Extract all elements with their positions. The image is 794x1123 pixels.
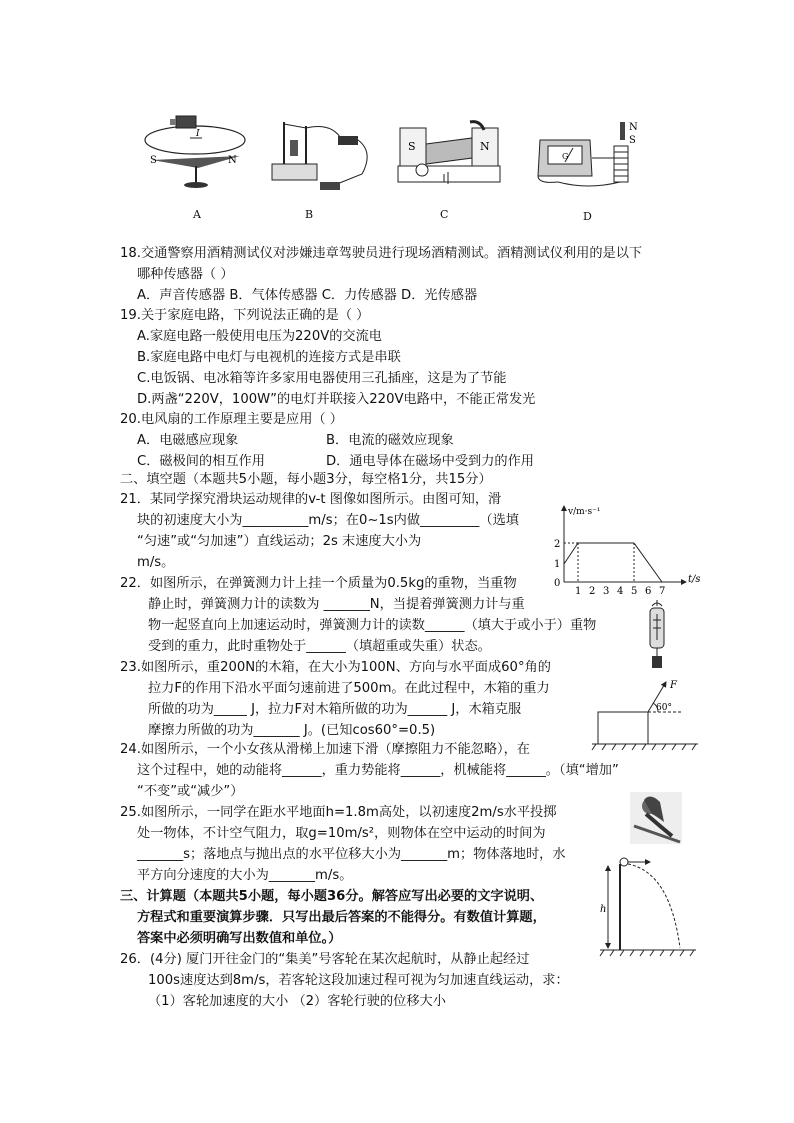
q20-stem: 20.电风扇的工作原理主要是应用（ ） — [120, 412, 343, 427]
q20-d: D．通电导体在磁场中受到力的作用 — [326, 454, 534, 469]
xtick-1: 1 — [575, 586, 582, 597]
q19-b: B.家庭电路中电灯与电视机的连接方式是串联 — [137, 350, 401, 365]
q18-options: A．声音传感器 B．气体传感器 C．力传感器 D．光传感器 — [137, 288, 478, 303]
graph-xlabel: t/s — [688, 574, 701, 585]
figure-a — [140, 108, 250, 218]
q24-line3: “不变”或“减少”） — [137, 784, 244, 799]
xtick-6: 6 — [645, 586, 652, 597]
figd-g: G — [562, 152, 569, 161]
q19-a: A.家庭电路一般使用电压为220V的交流电 — [137, 329, 382, 344]
q20-b: B．电流的磁效应现象 — [326, 433, 454, 448]
ytick-1: 1 — [554, 559, 561, 570]
q25-line3: _______s；落地点与抛出点的水平位移大小为_______m；物体落地时，水 — [137, 847, 566, 862]
q23-line2: 拉力F的作用下沿水平面匀速前进了500m。在此过程中，木箱的重力 — [148, 681, 550, 696]
q20-a: A．电磁感应现象 — [137, 433, 239, 448]
ytick-0: 0 — [554, 578, 561, 589]
xtick-5: 5 — [631, 586, 638, 597]
q21-line4: m/s。 — [137, 555, 175, 570]
figc-s: S — [408, 140, 416, 153]
figd-s: S — [629, 135, 636, 146]
figd-n: N — [629, 122, 638, 133]
figure-b — [262, 112, 377, 202]
q21-line2: 块的初速度大小为__________m/s；在0~1s内做_________（选填 — [137, 513, 519, 528]
q22-line4: 受到的重力，此时重物处于______（填超重或失重）状态。 — [148, 639, 491, 654]
xtick-3: 3 — [603, 586, 610, 597]
xtick-4: 4 — [617, 586, 624, 597]
figc-n: N — [480, 140, 490, 153]
figa-i: I — [196, 129, 200, 139]
q19-d: D.两盏“220V，100W”的电灯并联接入220V电路中，不能正常发光 — [137, 392, 536, 407]
force-label: F — [670, 680, 677, 691]
ytick-2: 2 — [554, 539, 561, 550]
q25-line2: 处一物体，不计空气阻力，取g=10m/s²，则物体在空中运动的时间为 — [137, 826, 546, 841]
box-force-figure — [590, 676, 700, 752]
vt-graph — [548, 500, 708, 598]
spring-scale-figure — [644, 600, 670, 672]
figure-c — [392, 118, 507, 198]
q22-line2: 静止时，弹簧测力计的读数为 _______N，当提着弹簧测力计与重 — [148, 597, 525, 612]
q21-line3: “匀速”或“匀加速”）直线运动；2s 末速度大小为 — [137, 534, 422, 549]
xtick-2: 2 — [589, 586, 596, 597]
q23-line4: 摩擦力所做的功为_______ J。(已知cos60°=0.5) — [148, 723, 436, 738]
label-d: D — [583, 210, 592, 223]
label-a: A — [193, 208, 201, 221]
label-c: C — [440, 208, 449, 221]
section3-line3: 答案中必须明确写出数值和单位。） — [137, 931, 342, 946]
q25-line1: 25.如图所示，一同学在距水平地面h=1.8m高处，以初速度2m/s水平投掷 — [120, 805, 557, 820]
graph-ylabel: v/m·s⁻¹ — [568, 507, 601, 517]
q24-line2: 这个过程中，她的动能将______，重力势能将______，机械能将______。（填“增加” — [137, 763, 619, 778]
slide-girl-figure — [630, 792, 682, 844]
q18-line2: 哪种传感器（ ） — [137, 267, 234, 282]
q22-line3: 物一起竖直向上加速运动时，弹簧测力计的读数______（填大于或小于）重物 — [148, 618, 597, 633]
q26-line3: （1）客轮加速度的大小 （2）客轮行驶的位移大小 — [148, 994, 446, 1009]
projectile-figure — [598, 852, 698, 958]
figure-d — [528, 118, 643, 198]
section3-line1: 三、计算题（本题共5小题，每小题36分。解答应写出必要的文字说明、 — [120, 889, 544, 904]
q26-line1: 26．(4分) 厦门开往金门的“集美”号客轮在某次起航时，从静止起经过 — [120, 952, 530, 967]
q21-line1: 21．某同学探究滑块运动规律的v-t 图像如图所示。由图可知，滑 — [120, 492, 502, 507]
q18-line1: 18.交通警察用酒精测试仪对涉嫌违章驾驶员进行现场酒精测试。酒精测试仪利用的是以下 — [120, 246, 643, 261]
q19-c: C.电饭锅、电冰箱等许多家用电器使用三孔插座，这是为了节能 — [137, 371, 507, 386]
label-b: B — [305, 208, 314, 221]
q24-line1: 24.如图所示，一个小女孩从滑梯上加速下滑（摩擦阻力不能忽略），在 — [120, 742, 530, 757]
q26-line2: 100s速度达到8m/s，若客轮这段加速过程可视为匀加速直线运动，求： — [148, 973, 569, 988]
angle-label: 60° — [656, 703, 672, 713]
q19-stem: 19.关于家庭电路，下列说法正确的是（ ） — [120, 308, 370, 323]
section2-heading: 二、填空题（本题共5小题，每小题3分，每空格1分，共15分） — [120, 472, 492, 487]
q23-line3: 所做的功为_____ J，拉力F对木箱所做的功为______ J，木箱克服 — [148, 702, 522, 717]
figa-n: N — [228, 155, 237, 166]
q22-line1: 22．如图所示，在弹簧测力计上挂一个质量为0.5kg的重物，当重物 — [120, 576, 517, 591]
xtick-7: 7 — [659, 586, 666, 597]
q23-line1: 23.如图所示，重200N的木箱，在大小为100N、方向与水平面成60°角的 — [120, 660, 551, 675]
q25-line4: 平方向分速度的大小为_______m/s。 — [137, 868, 353, 883]
figa-s: S — [150, 155, 157, 166]
q20-c: C．磁极间的相互作用 — [137, 454, 265, 469]
section3-line2: 方程式和重要演算步骤．只写出最后答案的不能得分。有数值计算题， — [137, 910, 546, 925]
height-label: h — [600, 904, 607, 915]
